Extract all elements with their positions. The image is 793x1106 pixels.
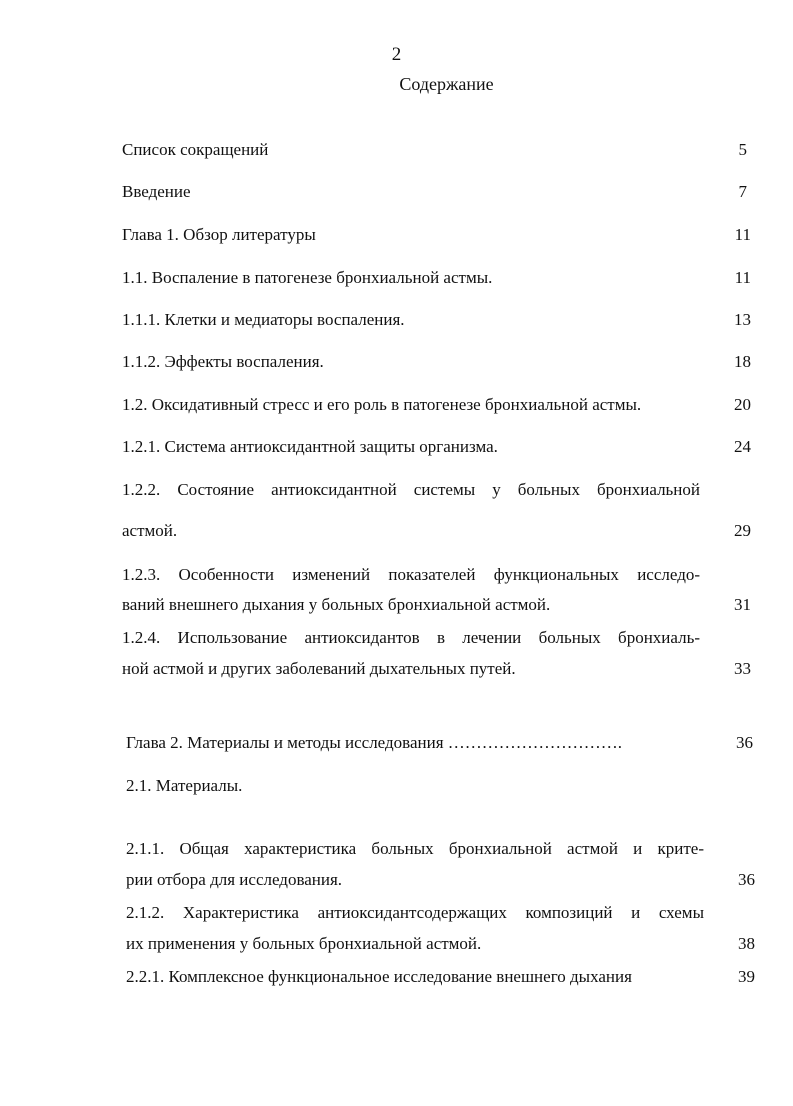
- toc-entry-text: 2.1.1. Общая характеристика больных бронхиальной астмой и крите-: [126, 839, 704, 858]
- toc-entry-page: 36: [736, 733, 753, 752]
- toc-entry-page: 11: [734, 268, 751, 287]
- toc-entry-text-continued: рии отбора для исследования.: [126, 870, 343, 889]
- toc-entry-page: 11: [734, 225, 751, 244]
- toc-entry-text: 1.1. Воспаление в патогенезе бронхиальной астмы.: [122, 268, 493, 287]
- toc-entry-page: 31: [734, 595, 751, 614]
- toc-entry-text: 2.2.1. Комплексное функциональное исследование внешнего дыхания: [126, 967, 632, 986]
- toc-entry-text-continued: астмой.: [122, 521, 178, 540]
- toc-entry-page: 5: [738, 140, 747, 159]
- toc-entry-page: 13: [734, 310, 751, 329]
- toc-entry-page: 24: [734, 437, 751, 456]
- toc-entry-page: 38: [738, 934, 755, 953]
- toc-entry-page: 18: [734, 352, 751, 371]
- toc-entry-text: 1.1.2. Эффекты воспаления.: [122, 352, 324, 371]
- toc-entry-text-continued: ной астмой и других заболеваний дыхательных путей.: [122, 659, 516, 678]
- toc-entry-text-continued: ваний внешнего дыхания у больных бронхиальной астмой.: [122, 595, 551, 614]
- toc-entry-text: 1.2.4. Использование антиоксидантов в лечении больных бронхиаль-: [122, 628, 700, 647]
- toc-entry-text: Введение: [122, 182, 191, 201]
- toc-entry-text: 1.2.3. Особенности изменений показателей функциональных исследо-: [122, 565, 700, 584]
- toc-entry-text: 1.1.1. Клетки и медиаторы воспаления.: [122, 310, 405, 329]
- toc-entry-text: Глава 1. Обзор литературы: [122, 225, 316, 244]
- toc-entry-text: 1.2. Оксидативный стресс и его роль в патогенезе бронхиальной астмы.: [122, 395, 642, 414]
- toc-entry-text: 2.1.2. Характеристика антиоксидантсодержащих композиций и схемы: [126, 903, 704, 922]
- toc-entry-text-continued: их применения у больных бронхиальной астмой.: [126, 934, 482, 953]
- toc-entry-page: 33: [734, 659, 751, 678]
- toc-entry-page: 36: [738, 870, 755, 889]
- toc-entry-text: 2.1. Материалы.: [126, 776, 243, 795]
- toc-entry-page: 7: [738, 182, 747, 201]
- toc-entry-page: 20: [734, 395, 751, 414]
- page-number: 2: [391, 44, 402, 65]
- toc-entry-page: 29: [734, 521, 751, 540]
- toc-entry-text: Глава 2. Материалы и методы исследования ………………………….: [126, 733, 623, 752]
- toc-entry-text: 1.2.2. Состояние антиоксидантной системы у больных бронхиальной: [122, 480, 700, 499]
- toc-entry-text: Список сокращений: [122, 140, 269, 159]
- toc-entry-text: 1.2.1. Система антиоксидантной защиты организма.: [122, 437, 498, 456]
- toc-entry-page: 39: [738, 967, 755, 986]
- toc-title: Содержание: [399, 74, 494, 94]
